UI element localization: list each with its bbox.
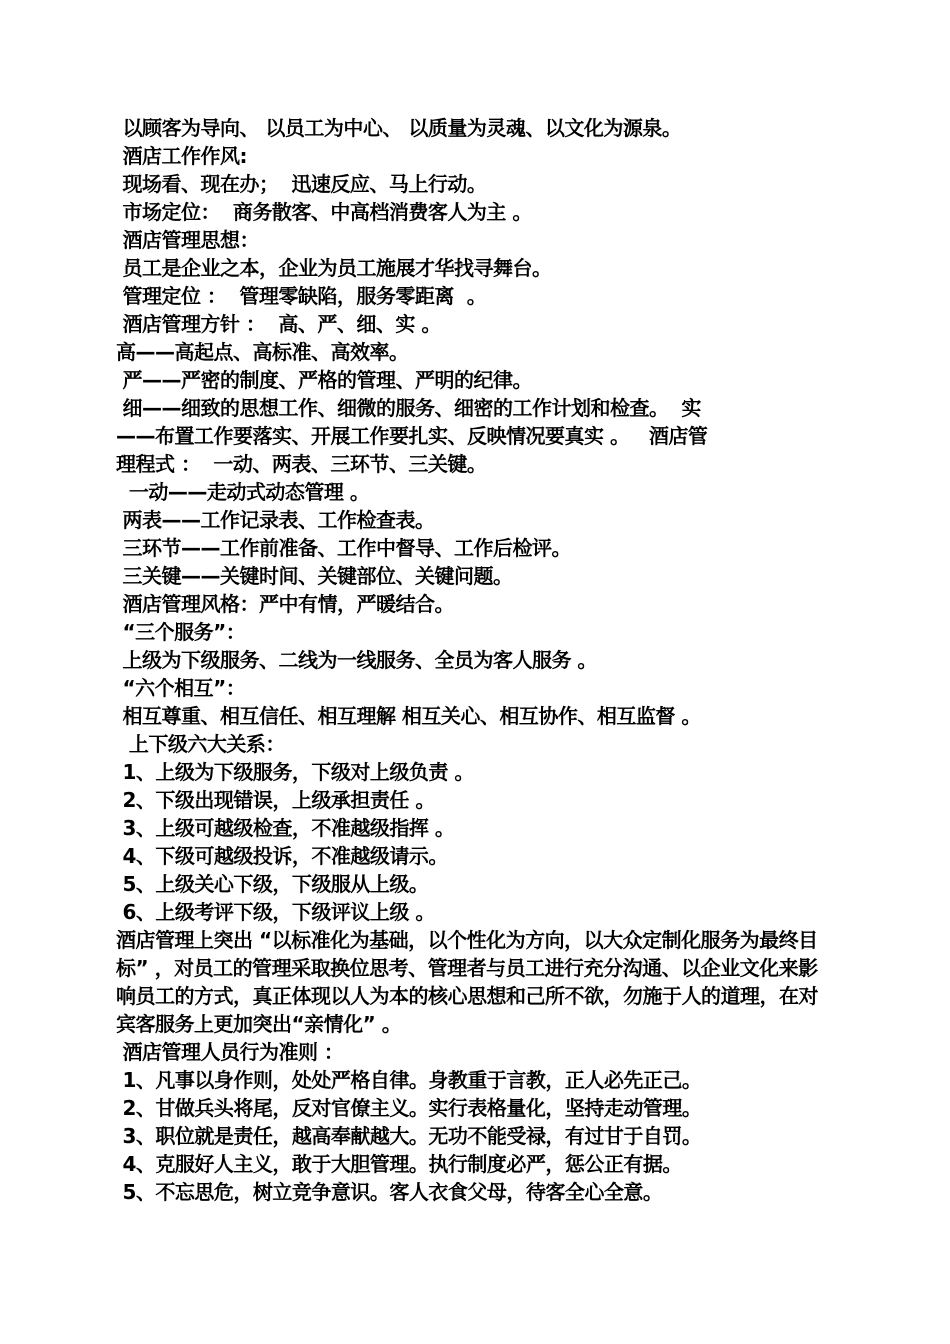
text-line: “三个服务”： <box>116 620 246 644</box>
text-line: 严——严密的制度、严格的管理、严明的纪律。 <box>116 368 532 392</box>
text-line: 理程式 ： 一动、两表、三环节、三关键。 <box>116 452 487 476</box>
text-line: 相互尊重、相互信任、相互理解 相互关心、相互协作、相互监督 。 <box>116 704 701 728</box>
text-line: 5、不忘思危，树立竞争意识。客人衣食父母，待客全心全意。 <box>116 1180 663 1204</box>
text-line: 员工是企业之本，企业为员工施展才华找寻舞台。 <box>116 256 552 280</box>
body-paragraph: 酒店管理上突出 “以标准化为基础，以个性化为方向，以大众定制化服务为最终目标” ，对员工的管理采取换位思考、管理者与员工进行充分沟通、以企业文化来影响员工的方式，真正体现以人为本的核心思想和己所不欲，勿施于人的道理，在对宾客服务上更加突出“亲情化” 。 <box>116 928 818 1036</box>
text-line: 三关键——关键时间、关键部位、关键问题。 <box>116 564 513 588</box>
text-line: 以顾客为导向、 以员工为中心、 以质量为灵魂、以文化为源泉。 <box>116 116 682 140</box>
text-line: 1、凡事以身作则，处处严格自律。身教重于言教，正人必先正己。 <box>116 1068 702 1092</box>
text-line: “六个相互”： <box>116 676 246 700</box>
text-line: 4、克服好人主义，敢于大胆管理。执行制度必严，惩公正有据。 <box>116 1152 682 1176</box>
text-line: 酒店管理思想： <box>116 228 259 252</box>
text-line: 酒店管理方针 ： 高、严、细、实 。 <box>116 312 441 336</box>
text-line: 3、职位就是责任，越高奉献越大。无功不能受禄，有过甘于自罚。 <box>116 1124 702 1148</box>
text-line: 高——高起点、高标准、高效率。 <box>116 340 409 364</box>
text-line: 4、下级可越级投诉，不准越级请示。 <box>116 844 448 868</box>
text-line: 一动——走动式动态管理 。 <box>116 480 370 504</box>
text-line: 上下级六大关系： <box>116 732 285 756</box>
text-line: 1、上级为下级服务，下级对上级负责 。 <box>116 760 474 784</box>
text-line: 酒店工作作风: <box>116 144 247 168</box>
text-line: 细——细致的思想工作、细微的服务、细密的工作计划和检查。 实 <box>116 396 701 420</box>
document-body <box>116 114 836 1206</box>
text-line: 管理定位 ： 管理零缺陷，服务零距离 。 <box>116 284 487 308</box>
text-line: 2、甘做兵头将尾，反对官僚主义。实行表格量化，坚持走动管理。 <box>116 1096 702 1120</box>
text-line: 2、下级出现错误，上级承担责任 。 <box>116 788 435 812</box>
text-line: ——布置工作要落实、开展工作要扎实、反映情况要真实 。 酒店管 <box>116 424 708 448</box>
text-line: 3、上级可越级检查，不准越级指挥 。 <box>116 816 455 840</box>
text-line: 6、上级考评下级，下级评议上级 。 <box>116 900 435 924</box>
text-line: 现场看、现在办； 迅速反应、马上行动。 <box>116 172 487 196</box>
text-line: 上级为下级服务、二线为一线服务、全员为客人服务 。 <box>116 648 597 672</box>
text-line: 5、上级关心下级，下级服从上级。 <box>116 872 429 896</box>
text-line: 酒店管理人员行为准则 ： <box>116 1040 344 1064</box>
text-line: 酒店管理风格：严中有情，严暖结合。 <box>116 592 454 616</box>
text-line: 市场定位： 商务散客、中高档消费客人为主 。 <box>116 200 532 224</box>
text-line: 两表——工作记录表、工作检查表。 <box>116 508 435 532</box>
text-line: 三环节——工作前准备、工作中督导、工作后检评。 <box>116 536 571 560</box>
